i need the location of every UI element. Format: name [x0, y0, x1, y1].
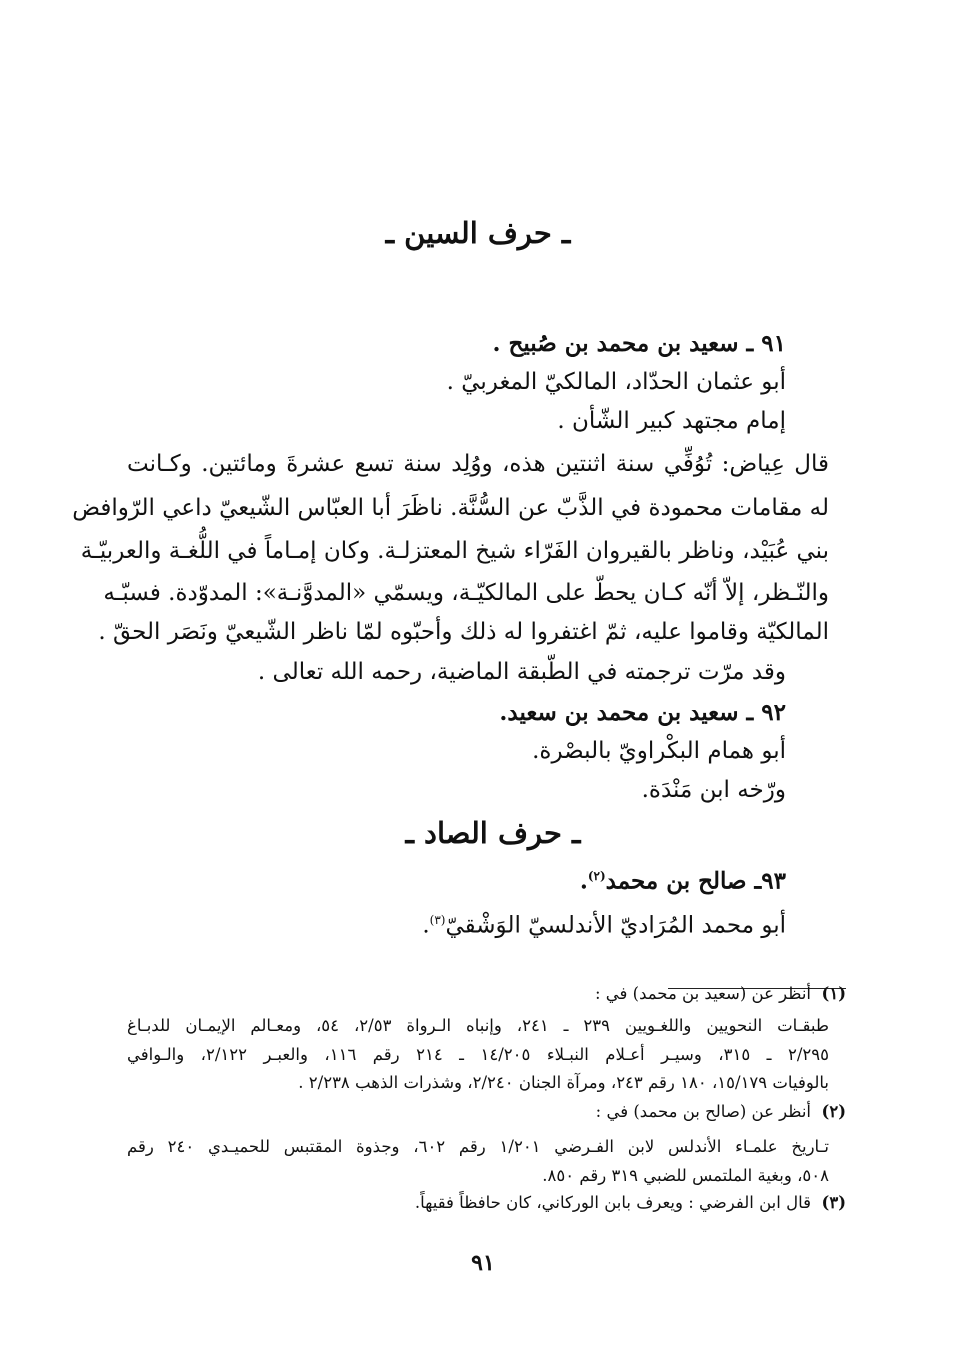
- entry-91-body-line: المالكيّة وقاموا عليه، ثمّ اغتفروا له ذلك وأحبّوه لمّا ناظر الشّيعيّ ونَصَر الحقّ .: [98, 619, 829, 645]
- footnote-1-text: أنظر عن (سعيد بن محمد) في :: [594, 984, 811, 1003]
- footnote-2-line: تـاريخ علمـاء الأندلس لابن الفـرضي ١/٢٠١ رقم ٦٠٢، وجذوة المقتبس للحميـدي ٢٤٠ رقم: [127, 1137, 830, 1156]
- footnote-ref: (٢): [587, 869, 606, 883]
- entry-93-kunya: [422, 902, 786, 944]
- footnote-2-line: ٥٠٨، وبغية الملتمس للضبي ٣١٩ رقم ٨٥٠.: [542, 1166, 829, 1185]
- page-number: ٩١: [471, 1250, 495, 1276]
- footnote-1-line: بالوفيات ١٥/١٧٩، ١٨٠ رقم ٢٤٣، ومرآة الجنان ٢/٢٤٠، وشذرات الذهب ٢/٢٣٨ .: [298, 1073, 829, 1092]
- entry-91-body-line: والنّـظر، إلاّ أنّه كـان يحطّ على المالكيّـة، ويسمّي «المدوَّنـة»: المدوّدة. فسبّـه: [103, 580, 829, 606]
- entry-92-note: ورّخه ابن مَنْدَة.: [641, 777, 786, 803]
- footnote-1-line: طبقـات النحويين واللغـويين ٢٣٩ ـ ٢٤١، وإنباه الـرواة ٢/٥٣، ٥٤، ومعـالم الإيمـان للدبـاغ: [127, 1016, 830, 1035]
- footnote-3: [415, 1189, 846, 1217]
- entry-91-note: وقد مرّت ترجمته في الطّبقة الماضية، رحمه الله تعالى .: [257, 659, 786, 685]
- footnote-2-heading: [596, 1098, 846, 1126]
- entry-91-body-line: بني عُبَيْد، وناظر بالقيروان الفَرّاء شيخ المعتزلـة. وكان إمـاماً في اللُّغـة والعربيّـة: [80, 538, 829, 564]
- section-title-sad: ـ حرف الصاد ـ: [405, 816, 581, 850]
- entry-91-body-line: له مقامات محمودة في الذَّبّ عن السُّنَّة. ناظَرَ أبا العبّاس الشّيعيّ داعي الرّوافض: [72, 495, 829, 521]
- section-title-seen: ـ حرف السين ـ: [385, 216, 571, 250]
- entry-93-heading: [580, 858, 786, 900]
- entry-92-kunya: أبو همام البكْراويّ بالبصْرة.: [532, 738, 786, 764]
- entry-93-kunya-text: أبو محمد المُرَاديّ الأندلسيّ الوَشْقيّ: [445, 912, 786, 939]
- footnote-3-number: (٣): [821, 1193, 846, 1212]
- entry-91-desc: إمام مجتهد كبير الشّأن .: [557, 408, 786, 434]
- entry-92-heading: ٩٢ ـ سعيد بن محمد بن سعيد.: [499, 699, 786, 726]
- entry-93-heading-end: .: [579, 867, 588, 895]
- entry-91-heading: ٩١ ـ سعيد بن محمد بن صُبيح .: [492, 330, 786, 357]
- footnote-3-text: قال ابن الفرضي : ويعرف بابن الوركاني، كان حافظاً فقيهاً.: [414, 1193, 811, 1212]
- footnote-1-line: ٢/٢٩٥ ـ ٣١٥، وسيـر أعـلام النبـلاء ١٤/٢٠٥ ـ ٢١٤ رقم ١١٦، والعبـر ٢/١٢٢، والـوافي: [127, 1045, 829, 1064]
- footnote-ref: (٣): [429, 913, 446, 927]
- footnote-2-text: أنظر عن (صالح بن محمد) في :: [595, 1102, 811, 1121]
- entry-91-body-line: قال عِياض: تُوُفِّي سنة اثنتين هذه، ووُلِد سنة تسع عشرةَ ومائتين. وكـانت: [127, 451, 829, 477]
- entry-91-kunya: أبو عثمان الحدّاد، المالكيّ المغربيّ .: [446, 369, 786, 395]
- entry-93-kunya-end: .: [422, 912, 430, 939]
- footnote-1-heading: [595, 980, 846, 1008]
- entry-93-heading-text: ٩٣ـ صالح بن محمد: [605, 867, 786, 895]
- footnote-1-number: (١): [821, 984, 846, 1003]
- footnote-2-number: (٢): [821, 1102, 846, 1121]
